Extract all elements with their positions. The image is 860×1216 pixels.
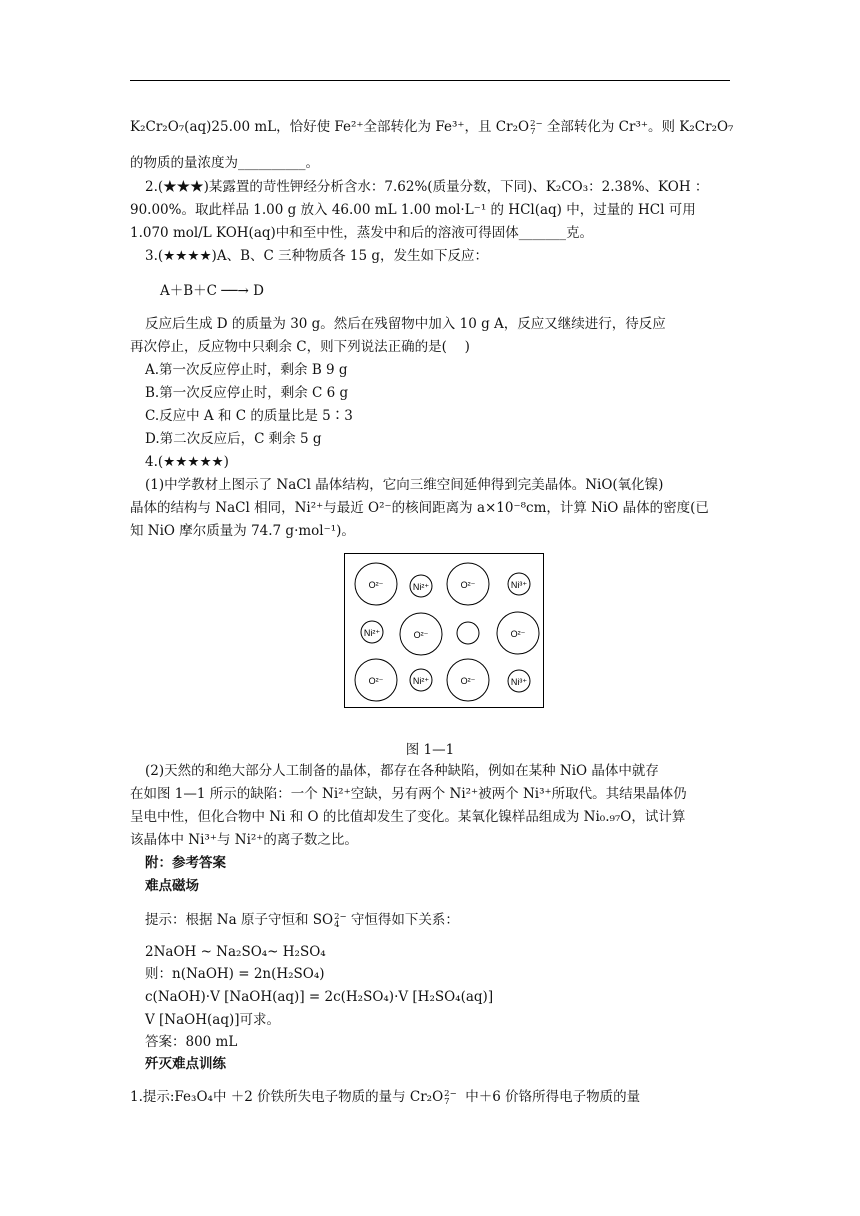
section-heading-training: 歼灭难点训练 [145,1056,226,1072]
ni2-ion [361,621,383,643]
svg-text:O²⁻: O²⁻ [510,629,526,639]
svg-text:Ni³⁺: Ni³⁺ [510,677,528,687]
ni3-ion [508,670,530,692]
question-2-line-2: 90.00%。取此样品 1.00 g 放入 46.00 mL 1.00 mol·L⁻¹ 的 HCl(aq) 中，过量的 HCl 可用 [130,202,696,218]
question-4-part2-line-1: (2)天然的和绝大部分人工制备的晶体，都存在各种缺陷，例如在某种 NiO 晶体中就存 [145,763,659,779]
equation-line-2: c(NaOH)·V [NaOH(aq)] = 2c(H₂SO₄)·V [H₂SO₄(aq)] [145,989,494,1005]
question-3-line-3: 再次停止，反应物中只剩余 C，则下列说法正确的是( ) [130,339,470,355]
svg-text:O²⁻: O²⁻ [368,580,384,590]
ni3-ion [508,573,530,595]
option-a: A.第一次反应停止时，剩余 B 9 g [145,362,348,378]
svg-text:O²⁻: O²⁻ [368,676,384,686]
option-b: B.第一次反应停止时，剩余 C 6 g [145,385,349,401]
svg-text:Ni³⁺: Ni³⁺ [510,580,528,590]
question-4-part1-line-3: 知 NiO 摩尔质量为 74.7 g·mol⁻¹)。 [130,523,355,539]
question-3-line-1: 3.(★★★★)A、B、C 三种物质各 15 g，发生如下反应： [145,248,489,264]
ni2-ion [410,669,432,691]
header-rule [130,80,730,81]
charge-so4: 2− 4 [334,911,347,930]
hint-line: 提示：根据 Na 原子守恒和 SO 2− 4 守恒得如下关系： [145,911,459,930]
answer-line: 答案：800 mL [145,1034,238,1050]
o2-ion [497,612,539,654]
svg-text:O²⁻: O²⁻ [460,580,476,590]
question-4-heading: 4.(★★★★★) [145,454,229,470]
svg-text:Ni²⁺: Ni²⁺ [363,628,381,638]
text-line-2: 的物质的量浓度为__________。 [130,155,319,171]
question-4-part2-line-4: 该晶体中 Ni³⁺与 Ni²⁺的离子数之比。 [130,832,358,848]
o2-ion [400,613,442,655]
charge-cr2o7-2: 2− 7 [444,1088,457,1107]
question-4-part2-line-2: 在如图 1—1 所示的缺陷：一个 Ni²⁺空缺，另有两个 Ni²⁺被两个 Ni³⁺所取代。其结果晶体仍 [130,786,687,802]
o2-ion [447,563,489,605]
equation-line-3: V [NaOH(aq)]可求。 [145,1012,280,1028]
o2-ion [447,659,489,701]
charge-cr2o7: 2− 7 [530,118,543,137]
question-2-line-3: 1.070 mol/L KOH(aq)中和至中性，蒸发中和后的溶液可得固体_______克。 [130,225,594,241]
question-4-part1-line-1: (1)中学教材上图示了 NaCl 晶体结构，它向三维空间延伸得到完美晶体。NiO(氧化镍) [145,477,664,493]
ni-vacancy [457,622,479,644]
o2-ion [355,659,397,701]
question-4-part1-line-2: 晶体的结构与 NaCl 相同，Ni²⁺与最近 O²⁻的核间距离为 a×10⁻⁸cm，计算 NiO 晶体的密度(已 [130,500,709,516]
figure-caption: 图 1—1 [405,742,455,758]
o2-ion [355,563,397,605]
section-heading-difficulty: 难点磁场 [145,878,199,894]
text-line-1: K₂Cr₂O₇(aq)25.00 mL，恰好使 Fe²⁺全部转化为 Fe³⁺，且 Cr₂O 2− 7 全部转化为 Cr³⁺。则 K₂Cr₂O₇ [130,118,734,137]
equation-line-1: 则：n(NaOH) = 2n(H₂SO₄) [145,966,325,982]
option-c: C.反应中 A 和 C 的质量比是 5∶3 [145,408,353,424]
question-4-part2-line-3: 呈电中性，但化合物中 Ni 和 O 的比值却发生了变化。某氧化镍样品组成为 Ni₀.₉₇O，试计算 [130,809,686,825]
relation-line: 2NaOH ~ Na₂SO₄~ H₂SO₄ [145,944,326,960]
reaction-equation: A＋B＋C ──→ D [160,283,264,299]
svg-text:Ni²⁺: Ni²⁺ [412,676,430,686]
question-2-line-1: 2.(★★★)某露置的苛性钾经分析含水：7.62%(质量分数，下同)、K₂CO₃：2.38%、KOH ： [145,179,709,195]
training-hint-line: 1.提示:Fe₃O₄中 ＋2 价铁所失电子物质的量与 Cr₂O 2− 7 中＋6 价铬所得电子物质的量 [130,1088,641,1107]
ni2-ion [410,575,432,597]
svg-text:Ni²⁺: Ni²⁺ [412,582,430,592]
nio-crystal-figure [344,553,544,708]
question-3-line-2: 反应后生成 D 的质量为 30 g。然后在残留物中加入 10 g A，反应又继续进行，待反应 [145,316,666,332]
svg-text:O²⁻: O²⁻ [413,630,429,640]
svg-text:O²⁻: O²⁻ [460,676,476,686]
option-d: D.第二次反应后，C 剩余 5 g [145,431,322,447]
answers-heading: 附：参考答案 [145,855,226,871]
